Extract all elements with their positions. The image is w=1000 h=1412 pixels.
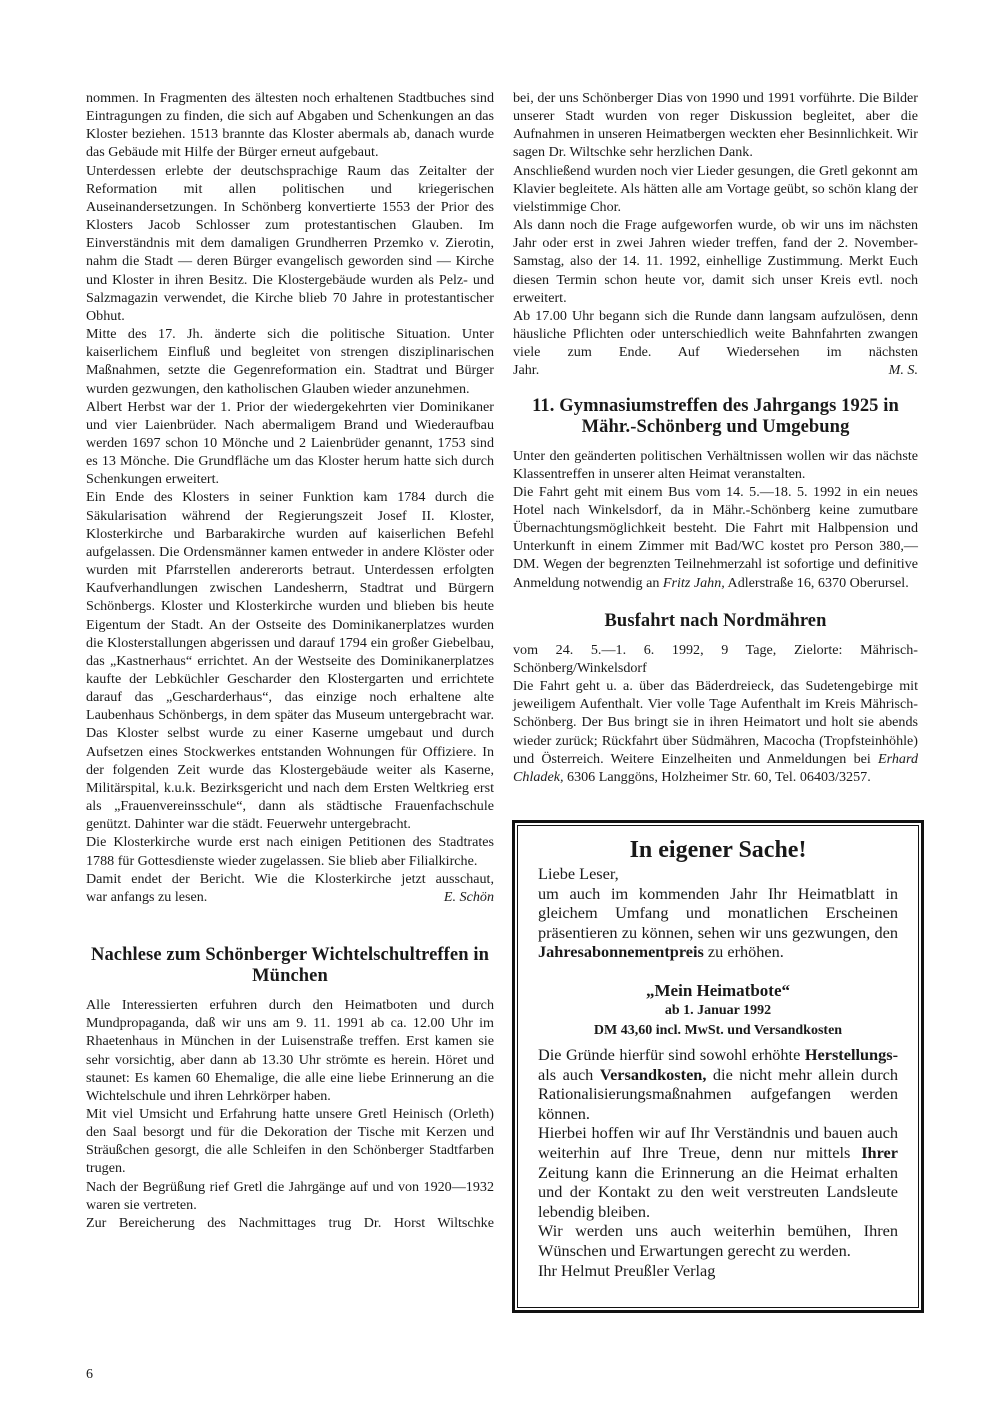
paragraph-end: Jahr. (513, 362, 540, 379)
text: Zeitung kann die Erinnerung an die Heimat erhalten und der Kontakt zu den weit verstreuten Landsleute lebendig bleiben. (538, 1162, 898, 1221)
paragraph: Zur Bereicherung des Nachmittages trug Dr. Horst Wiltschke (86, 1214, 494, 1231)
author-signature: M. S. (888, 362, 918, 379)
text: Die Gründe hierfür sind sowohl erhöhte (538, 1044, 805, 1064)
paragraph: Die Klosterkirche wurde erst nach einigen Petitionen des Stadtrates 1788 für Gottesdienste wieder zugelassen. Sie blieb aber Filialkirche. (86, 834, 494, 869)
article-heading: Nachlese zum Schönberger Wichtelschultreffen in München (91, 945, 489, 987)
paragraph: Alle Interessierten erfuhren durch den Heimatboten und durch Mundpropaganda, daß wir uns am 9. 11. 1991 ab ca. 12.00 Uhr im Rhaetenhaus in München in der Luisenstraße treffen. Erst kamen sie sehr vorsichtig, aber dann ab 13.30 Uhr strömte es herein. Höret und staunet: Es kamen 60 Ehemalige, die alle eine liebe Erinnerung an die Wichtelschule und ihren Lehrkörper haben. (86, 997, 494, 1104)
publisher-signoff: Ihr Helmut Preußler Verlag (538, 1260, 716, 1280)
notice-title: In eigener Sache! (629, 837, 807, 863)
text: um auch im kommenden Jahr Ihr Heimatblatt in gleichem Umfang und monatlichen Erscheinen präsentieren zu können, sehen wir uns gezwungen, den (538, 883, 898, 942)
paragraph (538, 1045, 898, 1123)
contact-name: Fritz Jahn, (662, 574, 725, 591)
paragraph: Mit viel Umsicht und Erfahrung hatte unsere Gretl Heinisch (Orleth) den Saal besorgt und für die Dekoration der Tische mit Kerzen und Sträußchen gesorgt, die alle Schleifen in den Schönberger Stadtfarben trugen. (86, 1105, 494, 1177)
notice-box-inner (517, 825, 919, 1308)
text: die nicht mehr allein durch Rationalisierungsmaßnahmen aufgefangen werden können. (538, 1064, 899, 1123)
notice-box (512, 820, 924, 1313)
paragraph: Nach der Begrüßung rief Gretl die Jahrgänge auf und von 1920—1932 waren sie vertreten. (86, 1178, 494, 1213)
right-column (513, 89, 918, 786)
paragraph: Damit endet der Bericht. Wie die Klosterkirche jetzt ausschaut, (86, 870, 494, 887)
text: Die Fahrt geht mit einem Bus vom 14. 5.—18. 5. 1992 in ein neues Hotel nach Winkelsdorf, da in Mähr.-Schönberg keine zumutbare Übernachtungsmöglichkeit besteht. Die Fahrt mit Halbpension und Unterkunft in einem Zimmer mit Bad/WC kostet pro Person 380,— DM. Wegen der begrenzten Teilnehmerzahl ist sofortige und definitive Anmeldung notwendig an (513, 483, 918, 591)
paragraph: Anschließend wurden noch vier Lieder gesungen, die Gretl gekonnt am Klavier begleitete. Als hätten alle am Vortage geübt, so schön klang der vielstimmige Chor. (513, 162, 918, 215)
paragraph (513, 677, 918, 786)
paragraph: nommen. In Fragmenten des ältesten noch erhaltenen Stadtbuches sind Eintragungen zu finden, die sich auf Abgaben und Schenkungen an das Kloster beziehen. 1513 brannte das Kloster abermals ab, danach wurde das Gebäude mit Hilfe der Bürger erneut aufgebaut. (86, 90, 494, 161)
left-column (86, 89, 494, 1232)
signature-line (513, 361, 918, 379)
paragraph: Unter den geänderten politischen Verhältnissen wollen wir das nächste Klassentreffen in unserer alten Heimat veranstalten. (513, 447, 918, 482)
page-number: 6 (86, 1367, 93, 1382)
paragraph: Albert Herbst war der 1. Prior der wiedergekehrten vier Dominikaner und vier Laienbrüder. Nach abermaligem Brand und Wiederaufbau werden 1697 schon 10 Mönche und 2 Laienbrüder genannt, 1753 sind es 13 Mönche. Die Grundfläche um das Kloster herum hatte sich durch Schenkungen erweitert. (86, 398, 494, 488)
bold-text: Herstellungs- (804, 1044, 898, 1064)
text: Hierbei hoffen wir auf Ihr Verständnis und bauen auch weiterhin auf Ihre Treue, denn nur mittels (538, 1123, 898, 1162)
paragraph (513, 483, 918, 592)
contact-name: Erhard Chladek, (513, 750, 918, 785)
contact-address: Adlerstraße 16, 6370 Oberursel. (724, 574, 909, 591)
paragraph: Unterdessen erlebte der deutschsprachige Raum das Zeitalter der Reformation mit allen politischen und kriegerischen Auseinandersetzungen. In Schönberg konvertierte 1553 der Prior des Klosters Jacob Schlosser zum protestantischen Glauben. Im Einverständnis mit dem damaligen Grundherren Przemko v. Zierotin, nahm die Stadt — deren Bürger evangelisch geworden sind — Kirche und Kloster in ihren Besitz. Die Klostergebäude wurden als Pelz- und Salzmagazin verwendet, die Kirche blieb 70 Jahre in protestantischer Obhut. (86, 162, 494, 324)
paragraph: Als dann noch die Frage aufgeworfen wurde, ob wir uns im nächsten Jahr oder erst in zwei Jahren wieder treffen, fand der 2. November-Samstag, also der 14. 11. 1992, einhellige Zustimmung. Merkt Euch diesen Termin schon heute vor, damit sich unser Kreis evtl. noch erweitert. (513, 217, 918, 306)
paragraph: bei, der uns Schönberger Dias von 1990 und 1991 vorführte. Die Bilder unserer Stadt wurden von reger Diskussion begleitet, aber die Aufnahmen in unseren Heimatbergen weckten eher Besinnlichkeit. Wir sagen Dr. Wiltschke sehr herzlichen Dank. (513, 90, 918, 161)
contact-address: 6306 Langgöns, Holzheimer Str. 60, Tel. 06403/3257. (563, 768, 871, 785)
effective-date: ab 1. Januar 1992 (664, 1002, 772, 1018)
paragraph: Wir werden uns auch weiterhin bemühen, Ihren Wünschen und Erwartungen gerecht zu werden. (538, 1221, 898, 1260)
article-heading: 11. Gymnasiumstreffen des Jahrgangs 1925 in Mähr.-Schönberg und Umgebung (532, 395, 899, 437)
text: als auch (538, 1064, 600, 1084)
bold-text: Versandkosten, (599, 1064, 707, 1084)
product-name: „Mein Heimatbote“ (646, 980, 790, 1000)
paragraph-end: war anfangs zu lesen. (86, 888, 208, 905)
paragraph: Ein Ende des Klosters in seiner Funktion kam 1784 durch die Säkularisation während der Regierungszeit Josef II. Kloster, Klosterkirche und Barbarakirche wurden auf kaiserlichen Befehl aufgelassen. Die Ordensmänner kamen entweder in andere Klöster oder wurden mit Pfarrstellen andererorts betraut. Unterdessen erfolgten Kaufverhandlungen zwischen Landesherrn, Stadtrat und Bürgern Schönbergs. Kloster und Klosterkirche wurden und blieben bis heute Eigentum der Stadt. An der Ostseite des Dominikanerplatzes wurden die Klosterstallungen abgerissen und darauf 1794 ein großer Giebelbau, das „Kastnerhaus“ errichtet. An der Westseite des Dominikanerplatzes kaufte der Lebküchler Gescharder den Klostergarten und errichtete darauf das „Gescharderhaus“, das einzige noch erhaltene alte Laubenhaus Schönbergs, in dem später das Museum untergebracht war. Das Kloster selbst wurde zu einer Kaserne umgebaut und durch Aufsetzen eines Stockwerkes entstanden Wohnungen für Offiziere. In der folgenden Zeit wurde das Klostergebäude weiter als Kaserne, Militärspital, k.u.k. Bezirksgericht und nach dem Ersten Weltkrieg erst als „Frauenvereinsschule“, dann als städtische Frauenfachschule genützt. Dahinter war die städt. Feuerwehr untergebracht. (86, 489, 494, 833)
signature-line (86, 888, 494, 906)
text: zu erhöhen. (703, 942, 784, 962)
bold-text: Jahresabonnementpreis (538, 942, 704, 962)
text: Die Fahrt geht u. a. über das Bäderdreieck, das Sudetengebirge mit jeweiligem Aufenthalt. Vier volle Tage Aufenthalt im Kreis Mährisch-Schönberg. Der Bus bringt sie in ihren Heimatort und holt sie abends wieder zurück; Rückfahrt über Südmähren, Macocha (Tropfsteinhöhle) und Österreich. Weitere Einzelheiten und Anmeldungen bei (513, 678, 918, 767)
paragraph: Mitte des 17. Jh. änderte sich die politische Situation. Unter kaiserlichem Einfluß und begleitet von strengen disziplinarischen Maßnahmen, setzte die Gegenreformation ein. Stadtrat und Bürger wurden gezwungen, den katholischen Glauben wieder anzunehmen. (86, 326, 494, 397)
paragraph: Ab 17.00 Uhr begann sich die Runde dann langsam aufzulösen, denn häusliche Pflichten oder unterschiedlich weite Bahnfahrten zwangen viele zum Ende. Auf Wiedersehen im nächsten (513, 307, 918, 361)
paragraph: vom 24. 5.—1. 6. 1992, 9 Tage, Zielorte: Mährisch-Schönberg/Winkelsdorf (513, 641, 918, 676)
bold-text: Ihrer (861, 1142, 898, 1162)
greeting: Liebe Leser, (538, 864, 619, 883)
paragraph (538, 1123, 898, 1221)
author-signature: E. Schön (443, 888, 494, 905)
price: DM 43,60 incl. MwSt. und Versandkosten (593, 1022, 843, 1038)
article-heading: Busfahrt nach Nordmähren (604, 610, 827, 631)
paragraph (538, 884, 898, 962)
